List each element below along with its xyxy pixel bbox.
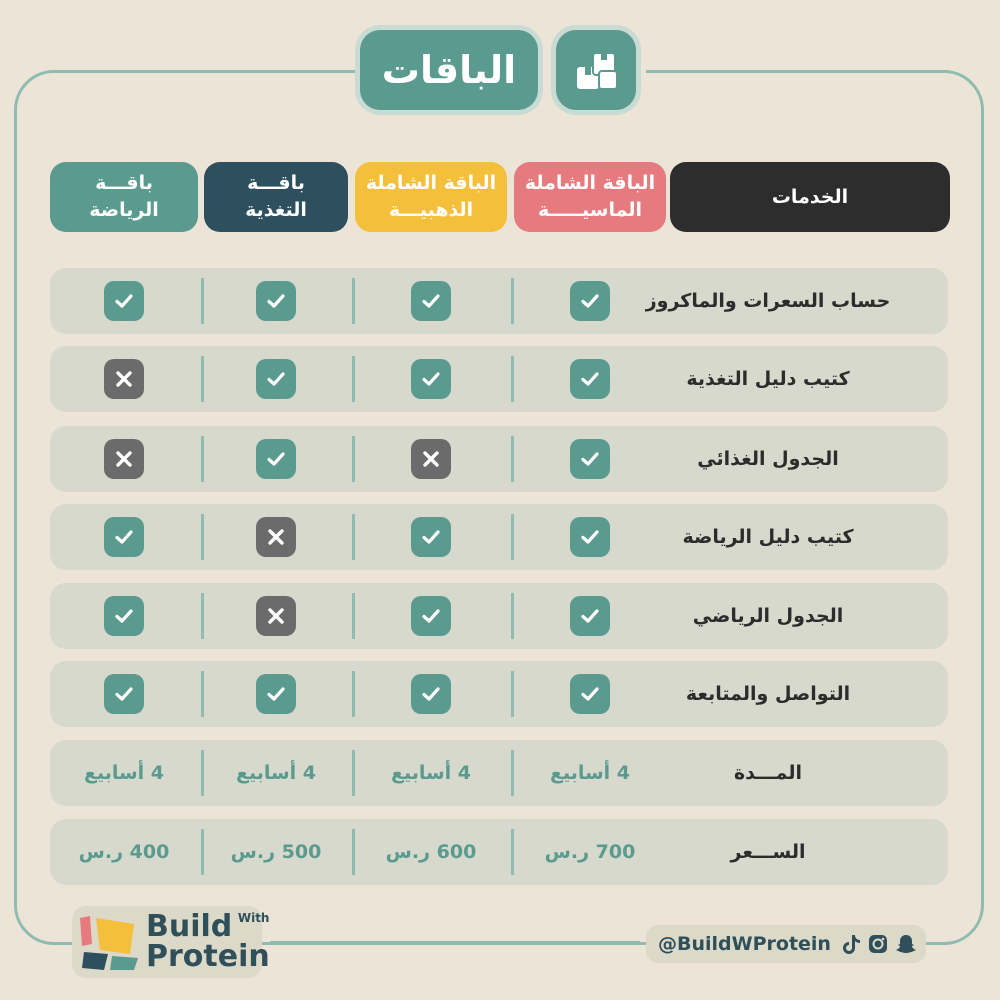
price-value: 600 ر.س [385,841,477,863]
column-separator [352,356,355,402]
column-separator [352,514,355,560]
x-icon [104,439,144,479]
service-label: كتيب دليل الرياضة [682,526,854,548]
column-separator [352,436,355,482]
cell-diamond [515,661,665,727]
column-separator [511,593,514,639]
header-services: الخدمات [670,162,950,232]
column-separator [511,750,514,796]
boxes-icon [556,30,636,110]
check-icon [256,439,296,479]
check-icon [570,359,610,399]
column-separator [511,671,514,717]
cell-sport [49,740,199,806]
check-icon [411,281,451,321]
column-separator [352,750,355,796]
price-label: الســـعر [730,841,806,863]
cell-diamond [515,819,665,885]
cell-gold [356,740,506,806]
duration-value: 4 أسابيع [390,762,472,784]
cell-nutrition [201,661,351,727]
price-value: 400 ر.س [78,841,170,863]
duration-value: 4 أسابيع [235,762,317,784]
logo-with: With [237,911,270,925]
cell-sport [49,583,199,649]
logo-mark [78,914,142,972]
cell-nutrition [201,583,351,649]
cell-gold [356,268,506,334]
check-icon [570,596,610,636]
x-icon [256,517,296,557]
cell-sport [49,426,199,492]
check-icon [570,439,610,479]
table-row [50,819,948,885]
table-row [50,661,948,727]
cell-sport [49,346,199,412]
social-bar [646,925,926,963]
logo-build: Build [146,909,233,944]
social-handle[interactable]: @BuildWProtein [658,933,831,955]
check-icon [411,674,451,714]
column-separator [352,593,355,639]
tiktok-icon[interactable] [841,933,861,955]
column-separator [511,356,514,402]
check-icon [411,359,451,399]
column-separator [511,436,514,482]
logo [72,906,270,978]
header-nutrition-package: باقـــة التغذية [204,162,348,232]
duration-label: المـــدة [733,762,803,784]
table-row [50,268,948,334]
x-icon [411,439,451,479]
x-icon [256,596,296,636]
cell-nutrition [201,819,351,885]
page-title: الباقات [360,30,538,110]
duration-value: 4 أسابيع [549,762,631,784]
column-separator [352,278,355,324]
check-icon [570,517,610,557]
check-icon [104,596,144,636]
logo-protein: Protein [146,939,270,974]
check-icon [570,674,610,714]
check-icon [570,281,610,321]
check-icon [256,359,296,399]
price-value: 500 ر.س [230,841,322,863]
cell-gold [356,504,506,570]
duration-value: 4 أسابيع [83,762,165,784]
cell-diamond [515,346,665,412]
header-diamond-package: الباقة الشاملة الماسيـــــة [514,162,666,232]
table-row [50,346,948,412]
column-separator [511,278,514,324]
cell-diamond [515,740,665,806]
cell-sport [49,661,199,727]
service-label: حساب السعرات والماكروز [645,290,891,312]
cell-nutrition [201,504,351,570]
column-separator [511,514,514,560]
service-label: الجدول الرياضي [692,605,844,627]
header-gold-package: الباقة الشاملة الذهبيـــة [355,162,507,232]
check-icon [256,674,296,714]
title-area [356,26,646,116]
cell-nutrition [201,268,351,334]
service-label: الجدول الغذائي [697,448,839,470]
header-sport-package: باقـــة الرياضة [50,162,198,232]
cell-diamond [515,426,665,492]
cell-diamond [515,583,665,649]
price-value: 700 ر.س [544,841,636,863]
service-label: كتيب دليل التغذية [686,368,850,390]
cell-gold [356,346,506,412]
cell-sport [49,504,199,570]
column-separator [352,671,355,717]
cell-diamond [515,504,665,570]
cell-diamond [515,268,665,334]
cell-gold [356,661,506,727]
x-icon [104,359,144,399]
cell-sport [49,819,199,885]
check-icon [104,517,144,557]
cell-nutrition [201,346,351,412]
cell-sport [49,268,199,334]
check-icon [411,517,451,557]
logo-text [146,909,270,974]
cell-nutrition [201,740,351,806]
cell-gold [356,426,506,492]
table-row [50,740,948,806]
cell-gold [356,583,506,649]
cell-gold [356,819,506,885]
table-row [50,583,948,649]
instagram-icon[interactable] [867,933,889,955]
check-icon [256,281,296,321]
check-icon [411,596,451,636]
check-icon [104,674,144,714]
column-separator [352,829,355,875]
table-row [50,504,948,570]
service-label: التواصل والمتابعة [685,683,851,705]
table-row [50,426,948,492]
footer-divider [270,941,640,944]
cell-nutrition [201,426,351,492]
snapchat-icon[interactable] [895,933,917,955]
check-icon [104,281,144,321]
column-separator [511,829,514,875]
